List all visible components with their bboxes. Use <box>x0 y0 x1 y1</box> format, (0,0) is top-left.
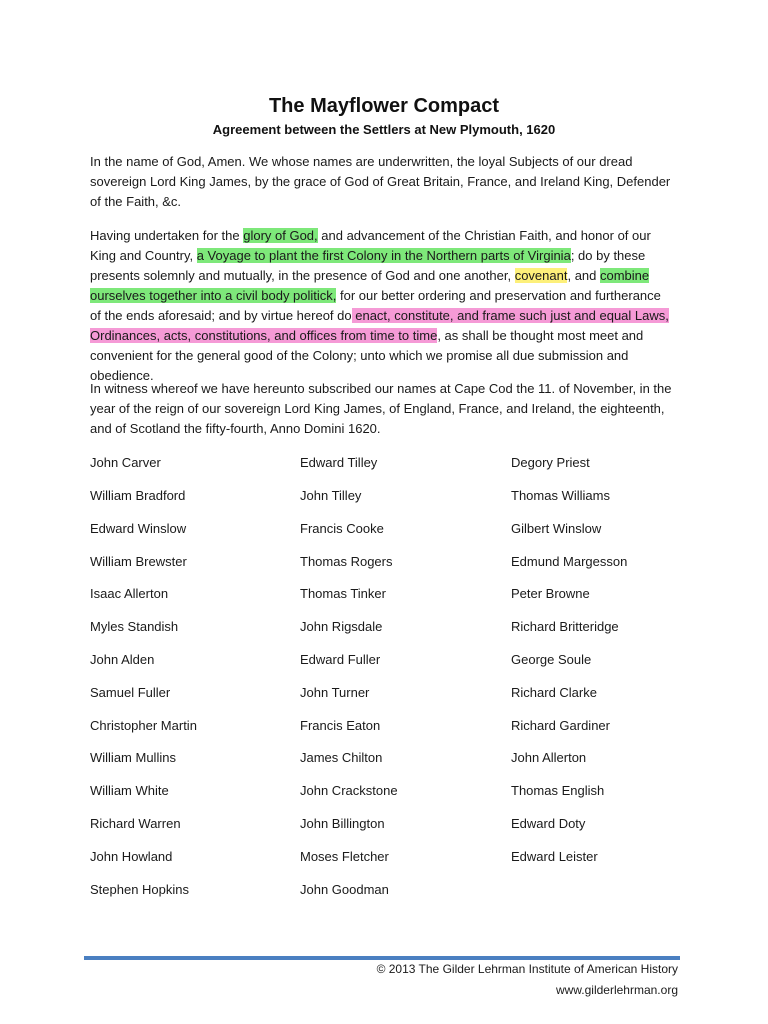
signatory-name: Isaac Allerton <box>90 586 169 601</box>
signatory-name: John Tilley <box>300 488 362 503</box>
signatory-name: George Soule <box>511 652 592 667</box>
text-segment: In the name of God, Amen. We whose names are underwritten, the loyal Subjects of our dread sovereign Lord King James, by the grace of God of Great Britain, France, and Ireland King, Defender of the Faith, &c. <box>90 154 671 209</box>
signatory-name: John Turner <box>300 685 370 700</box>
signatory-name: Myles Standish <box>90 619 179 634</box>
text-segment: Having undertaken for the <box>90 228 244 243</box>
signatory-name: Samuel Fuller <box>90 685 171 700</box>
signatory-name: Richard Gardiner <box>511 718 610 733</box>
signatory-name: Thomas Rogers <box>300 554 393 569</box>
signatory-name: Edmund Margesson <box>511 554 628 569</box>
text-segment: , as shall be thought most meet and convenient for the general good of the Colony; unto which we promise all due submission and obedience. <box>90 328 644 383</box>
signatory-name: William Bradford <box>90 488 186 503</box>
signatory-name: Edward Doty <box>511 816 586 831</box>
signatory-name: Peter Browne <box>511 586 590 601</box>
signatory-name: John Alden <box>90 652 155 667</box>
signatory-name: John Goodman <box>300 882 389 897</box>
text-segment: , and <box>567 268 600 283</box>
signatory-name: Richard Clarke <box>511 685 597 700</box>
signatory-name: John Rigsdale <box>300 619 383 634</box>
paragraph-preamble <box>90 152 675 212</box>
signatory-name: Moses Fletcher <box>300 849 389 864</box>
signatory-name: John Billington <box>300 816 385 831</box>
document-subtitle: Agreement between the Settlers at New Plymouth, 1620 <box>212 122 556 137</box>
signatory-name: Stephen Hopkins <box>90 882 190 897</box>
signatory-name: Christopher Martin <box>90 718 197 733</box>
text-segment: In witness whereof we have hereunto subscribed our names at Cape Cod the 11. of November, in the year of the reign of our sovereign Lord King James, of England, France, and Ireland, the eighteenth, and of Scotland the fifty-fourth, Anno Domini 1620. <box>90 381 672 436</box>
signatory-name: Francis Cooke <box>300 521 384 536</box>
signatory-name: Edward Fuller <box>300 652 381 667</box>
signatory-name: Thomas Williams <box>511 488 610 503</box>
paragraph-covenant <box>90 226 675 386</box>
signatory-name: Edward Winslow <box>90 521 187 536</box>
footer-rule <box>84 956 680 960</box>
signatory-name: John Crackstone <box>300 783 398 798</box>
document-title: The Mayflower Compact <box>268 95 500 117</box>
signatory-name: James Chilton <box>300 750 383 765</box>
signatory-name: Edward Leister <box>511 849 598 864</box>
signatory-name: John Howland <box>90 849 173 864</box>
signatory-name: William Mullins <box>90 750 176 765</box>
signatory-name: Thomas Tinker <box>300 586 386 601</box>
signatory-name: Richard Britteridge <box>511 619 619 634</box>
text-segment: ; do by these presents solemnly and mutually, in the presence of God and one another, <box>90 248 646 283</box>
signatory-name: Degory Priest <box>511 455 590 470</box>
footer-website-link[interactable]: www.gilderlehrman.org <box>555 983 678 997</box>
highlighted-phrase: enact, constitute, and frame such just and equal Laws, Ordinances, acts, constitutions, and offices from time to time <box>90 308 669 343</box>
signatory-name: Thomas English <box>511 783 605 798</box>
signatory-name: Francis Eaton <box>300 718 381 733</box>
text-segment: for our better ordering and preservation and furtherance of the ends aforesaid; and by virtue hereof do <box>90 288 661 323</box>
signatory-name: John Allerton <box>511 750 587 765</box>
highlighted-phrase: glory of God, <box>243 228 318 243</box>
signatory-name: Edward Tilley <box>300 455 378 470</box>
highlighted-phrase: covenant <box>514 268 568 283</box>
signatory-name: William White <box>90 783 169 798</box>
signatory-name: Richard Warren <box>90 816 181 831</box>
footer-copyright: © 2013 The Gilder Lehrman Institute of American History <box>376 962 678 976</box>
signatory-name: Gilbert Winslow <box>511 521 602 536</box>
signatory-name: John Carver <box>90 455 161 470</box>
highlighted-phrase: combine ourselves together into a civil body politick, <box>90 268 650 303</box>
paragraph-witness <box>90 379 675 439</box>
text-segment: and advancement of the Christian Faith, and honor of our King and Country, <box>90 228 651 263</box>
signatory-name: William Brewster <box>90 554 187 569</box>
highlighted-phrase: a Voyage to plant the first Colony in the Northern parts of Virginia <box>196 248 571 263</box>
